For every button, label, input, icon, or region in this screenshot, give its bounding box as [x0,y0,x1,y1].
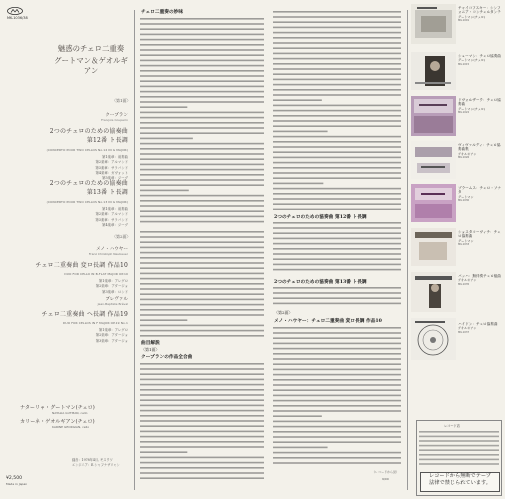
text-line [140,319,187,321]
text-line [140,65,264,67]
text-line [140,379,264,381]
catalog-entry-number: MK-1030 [458,199,470,203]
text-line [140,373,264,375]
text-line [273,73,401,75]
text-line [273,125,401,127]
text-line [140,467,264,469]
performer-name: ナターリャ・グートマン(チェロ) [20,405,95,411]
composer-neubauer [0,246,128,256]
text-line [140,267,264,269]
made-in-label: Made in Japan [6,482,28,486]
text-line [273,32,401,34]
catalog-entry-title: ヴィヴァルディ：チェロ協奏曲集 [458,143,501,152]
performer-name-en: KARINE GEORGIAN, cello [52,425,90,429]
catalog-entry-artist: グートマン(チェロ) [458,106,486,111]
text-line [273,11,401,13]
text-line [140,195,264,197]
text-line [140,122,264,124]
text-line [140,127,264,129]
text-line [273,146,401,148]
work-title-en: (CONCERTO POUR TWO CELLOS No.12 IN G MAJOR) [46,148,128,152]
text-line [273,136,401,138]
text-line [273,395,401,397]
catalog-entry-number: MK-1035 [458,282,470,286]
column-divider [407,10,408,490]
work-subtitle: 第13番 ト長調 [86,189,128,196]
text-line [140,241,264,243]
text-line [140,117,264,119]
text-line [273,37,401,39]
text-line [273,447,328,449]
text-line [140,477,264,479]
text-line [140,18,264,20]
section-heading: 2つのチェロのための協奏曲 第12番 ト長調 [274,215,367,220]
text-line [273,84,401,86]
catalog-entry-number: MK-1033 [458,243,470,247]
work-title: チェロ二重奏曲 ヘ長調 作品19 [41,311,128,318]
text-line [140,221,264,223]
album-cover-thumbnail [411,272,456,312]
composer-name: クープラン [105,113,128,118]
text-line [419,440,499,442]
text-line [273,332,401,334]
text-line [273,47,401,49]
text-line [140,236,264,238]
text-line [140,462,264,464]
text-line [140,425,264,427]
text-line [140,389,264,391]
text-line [273,457,401,459]
text-line [140,368,264,370]
text-line [140,23,264,25]
text-line [273,167,401,169]
catalog-entry-title: ドヴォルザーク：チェロ協奏曲 [458,98,501,107]
movement: 第4楽章：ジーグ [102,222,128,227]
text-line [140,96,264,98]
text-line [419,454,499,456]
text-line [140,190,189,192]
text-line [273,343,401,345]
text-line [273,303,401,305]
text-line [140,262,264,264]
text-line [419,449,499,451]
catalog-entry-number: MK-1037 [458,330,470,334]
performer-gutman [20,404,132,415]
text-line [140,415,264,417]
composer-breval [0,296,128,306]
text-line [140,299,264,301]
album-title-line1: 魅惑のチェロ二重奏 [57,44,125,53]
text-line [273,292,401,294]
notice-text-block [419,430,499,468]
performer-georgian [20,418,132,429]
text-line [140,363,264,365]
text-line [273,141,401,143]
text-line [140,205,264,207]
text-line [140,200,264,202]
text-line [273,358,401,360]
text-line [273,436,401,438]
movement: 第1楽章：アレグロ [98,279,128,283]
text-line [273,151,401,153]
catalog-entry-artist: グートマン(チェロ) [458,14,486,19]
text-line [273,162,401,164]
catalog-entry [458,186,504,204]
work-subtitle: 第12番 ト長調 [86,137,128,144]
text-line [273,157,401,159]
album-cover-thumbnail [411,52,456,90]
page-number: 9/00 [382,477,389,481]
catalog-entry-artist: ゲオルギアン [458,278,477,283]
text-line [140,158,264,160]
album-cover-thumbnail [411,228,456,266]
text-line [140,309,264,311]
text-line [140,49,264,51]
movement: 第2楽章：アルマンド [95,160,128,165]
text-line [273,369,401,371]
body-text-block [140,17,266,225]
text-line [419,436,499,438]
catalog-entry-title: ブラームス：チェロ・ソナタ [458,186,502,195]
text-line [419,459,499,461]
album-title-line2: グートマン＆ゲオルギアン [54,56,128,75]
text-line [273,297,401,299]
text-line [140,210,264,212]
work-duo-op19 [0,309,128,344]
catalog-entry-title: バッハ：無伴奏チェロ組曲 [458,274,502,278]
movement: 第2楽章：アダージョ [95,333,128,338]
text-line [140,179,264,181]
text-line [273,58,401,60]
text-line [273,198,401,200]
catalog-number: MK-1036/38 [7,16,28,20]
text-line [273,363,401,365]
text-line [273,63,401,65]
notice-title: レコード店 [444,424,460,428]
movement: 第3楽章：ロンド [102,289,128,294]
text-line [273,89,401,91]
text-line [140,39,264,41]
recording-credits [72,458,120,468]
section-heading: メノ・ハウヤー：チェロ二重奏曲 変ロ長調 作品10 [274,319,382,324]
text-line [419,445,499,447]
price: ¥2,500 [6,476,23,481]
composer-name: メノ・ハウヤー [95,247,128,252]
text-line [140,283,264,285]
text-line [140,293,264,295]
section-heading: 2つのチェロのための協奏曲 第13番 ト長調 [274,280,367,285]
text-line [140,34,264,36]
text-line [273,379,401,381]
text-line [140,216,264,218]
text-line [273,353,401,355]
text-line [140,436,264,438]
text-line [140,75,264,77]
catalog-entry-artist: グートマン [458,238,474,243]
text-line [140,399,264,401]
text-line [273,264,401,266]
album-cover-thumbnail [411,4,456,44]
text-line [140,335,264,337]
text-line [273,115,401,117]
text-line [273,248,401,250]
text-line [140,164,264,166]
text-line [140,174,264,176]
text-line [140,86,264,88]
work-title: チェロ二重奏曲 変ロ長調 作品10 [35,262,128,269]
composer-name-en: Jean-Baptiste Bréval [97,302,128,306]
text-line [273,258,401,260]
text-line [140,394,264,396]
side-b-mark: 〈第2面〉 [112,234,131,239]
text-line [140,330,264,332]
side-a-mark: 〈第1面〉 [112,98,131,103]
catalog-entry [458,54,504,67]
text-line [273,431,401,433]
catalog-entry-number: MK-1026 [458,156,470,160]
text-line [273,426,401,428]
catalog-entry-number: MK-1022 [458,111,470,115]
text-line [140,410,264,412]
composer-name-en: Franz Christoph Neubauer [88,252,128,256]
work-title: 2つのチェロのための協奏曲 [49,180,128,187]
body-text-block [273,221,403,275]
performer-name-en: NATALIA GUTMAN, cello [52,411,88,415]
section-heading: クープランの作品全合曲 [141,355,193,360]
text-line [273,238,401,240]
composer-couperin [0,112,128,122]
text-line [140,54,264,56]
catalog-entry [458,322,504,335]
text-line [273,441,401,443]
credit-line: エンジニア：E.シャフナザリャン [72,463,120,467]
text-line [273,177,401,179]
catalog-entry-title: ショスタコーヴィチ：チェロ協奏曲 [458,230,501,239]
text-line [140,288,264,290]
text-line [140,44,264,46]
text-line [273,209,401,210]
text-line [273,68,401,70]
credit-line: 録音：1978年4月, モスクワ [72,458,113,462]
movement: 第1楽章：前奏曲 [102,155,128,159]
text-line [273,348,401,350]
text-line [273,389,401,391]
movement: 第5楽章：ジーグ [102,176,128,181]
side-marker: 〈第1面〉 [141,347,160,352]
catalog-entry-artist: ゲオルギアン [458,151,477,156]
text-line [140,278,264,280]
text-line [273,269,401,271]
catalog-entry-artist: グートマン [458,194,474,199]
text-line [273,53,401,55]
catalog-entry-artist: グートマン(チェロ) [458,58,486,63]
column-divider [134,10,135,490]
text-line [140,28,264,30]
catalog-entry [458,230,504,248]
body-text-block [273,286,403,308]
catalog-entry [458,6,504,24]
body-text-block [273,326,403,466]
text-line [140,304,264,306]
text-line [140,132,264,134]
text-line [140,472,264,474]
text-line [273,337,401,339]
movement: 第2楽章：アダージョ [95,284,128,289]
body-text-block [140,362,266,480]
text-line [140,148,264,150]
catalog-entry [458,274,504,287]
movement: 第1楽章：前奏曲 [102,207,128,211]
text-line [273,222,401,224]
text-line [273,193,401,195]
text-line [273,183,323,185]
text-line [273,243,401,245]
text-line [273,42,401,44]
text-line [273,79,401,81]
catalog-entry-title: シューマン：チェロ協奏曲 [458,54,501,58]
album-cover-thumbnail [411,141,456,179]
text-line [273,421,401,423]
catalog-entry-number: MK-1001 [458,19,470,23]
movement: 第4楽章：ガヴォット [95,170,128,175]
catalog-entry [458,143,504,161]
album-cover-thumbnail [411,96,456,136]
side-marker: 〈第2面〉 [274,310,293,315]
text-line [419,463,499,465]
text-line [140,257,264,259]
text-line [140,384,264,386]
text-line [140,70,264,72]
text-line [140,112,264,114]
catalog-entry-artist: ゲオルギアン [458,326,477,331]
text-line [273,374,401,376]
notice-line: レコードから無断でテープ [429,473,491,479]
text-line [273,232,401,234]
section-heading: 曲目解説 [141,341,160,346]
catalog-entry-title: チャイコフスキー：シンフォニア・コンチェルタンテ [458,6,501,15]
text-line [140,101,264,103]
text-line [140,405,264,407]
composer-name: ブレヴァル [105,297,128,302]
body-text-block [140,230,266,340]
text-line [273,110,401,112]
text-line [273,253,401,255]
text-line [273,384,401,386]
text-line [273,94,401,96]
text-line [273,227,401,229]
text-line [140,169,264,171]
text-line [140,446,264,448]
text-line [140,451,187,453]
text-line [140,247,264,249]
text-line [273,188,401,190]
text-line [273,16,401,18]
work-title-en: DUO FOR CELLO IN B-FLAT MAJOR OP.10 [64,272,128,276]
text-line [140,60,264,62]
movement: 第3楽章：サラバンド [95,217,128,222]
movement: 第1楽章：アレグロ [98,328,128,332]
work-concerto-12 [0,126,128,181]
text-line [140,153,264,155]
text-line [273,99,322,101]
work-duo-op10 [0,260,128,295]
text-line [140,252,264,254]
text-line [273,172,401,174]
text-line [140,273,264,275]
text-line [140,441,264,443]
composer-name-en: François Couperin [101,118,128,122]
text-line [273,120,401,122]
text-line [140,184,264,186]
text-line [140,431,264,433]
movement: 第3楽章：アダージョ [95,338,128,343]
text-line [273,105,401,107]
album-cover-thumbnail [411,318,456,360]
text-line [273,327,401,329]
performer-name: カリーネ・ゲオルギアン(チェロ) [20,419,95,425]
work-title-en: DUO FOR CELLOS IN F MAJOR OP.19 No.1 [63,321,128,325]
text-line [419,431,499,433]
text-line [140,325,264,327]
work-concerto-13 [0,178,128,228]
text-line [273,27,401,29]
label-logo-icon [7,7,23,15]
text-line [140,138,193,140]
text-line [273,410,401,412]
notice-line: 法律で禁じられています。 [429,480,491,487]
text-line [140,314,264,316]
movement: 第3楽章：サラバンド [95,165,128,170]
catalog-entry-number: MK-1015 [458,62,470,66]
text-line [273,462,401,464]
copyright-notice-box [420,472,500,492]
text-line [273,131,328,133]
catalog-entry [458,98,504,116]
text-line [273,405,401,407]
movement: 第2楽章：アルマンド [95,212,128,217]
text-line [273,287,401,289]
text-line [140,91,264,93]
catalog-entry-title: ハイドン：チェロ協奏曲 [458,322,498,326]
text-line [140,80,264,82]
text-line [140,420,264,422]
text-line [273,452,401,454]
work-title: 2つのチェロのための協奏曲 [49,128,128,135]
section-heading: チェロ二重奏の妙味 [141,10,184,15]
text-line [140,231,264,233]
text-line [140,457,264,459]
album-cover-thumbnail [411,184,456,222]
text-line [273,21,401,23]
text-line [273,203,401,205]
text-line [140,106,187,108]
text-line [273,415,322,417]
text-line [140,143,264,145]
footer-mark: （レコードから見） [372,470,400,474]
work-title-en: (CONCERTO POUR TWO CELLOS No.13 IN G MAJOR) [46,200,128,204]
text-line [273,400,401,402]
body-text-block [273,10,403,210]
